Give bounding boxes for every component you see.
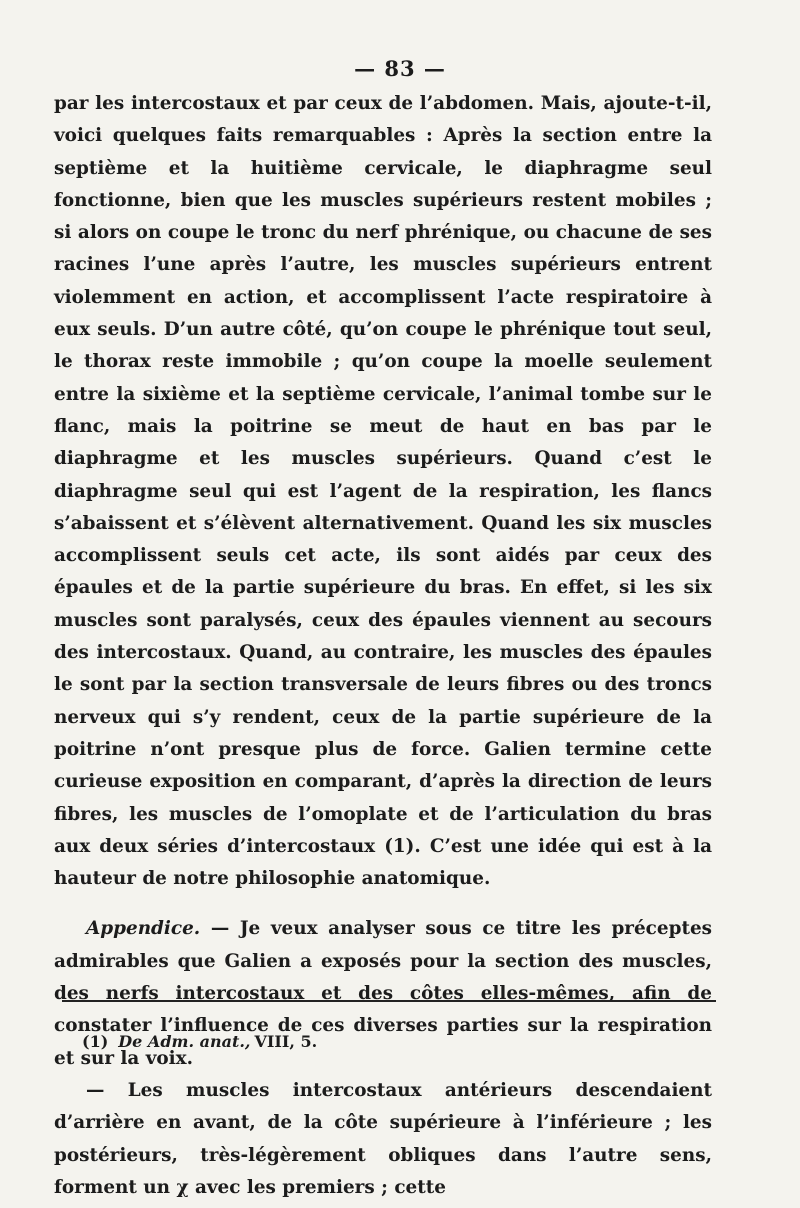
footnote	[82, 1032, 317, 1051]
page-number: — 83 —	[354, 56, 446, 81]
footnote-work-title: De Adm. anat.,	[118, 1032, 251, 1051]
footnote-divider	[62, 1000, 716, 1002]
footnote-reference: (1)	[82, 1032, 109, 1051]
appendice-text: — Je veux analyser sous ce titre les préceptes admirables que Galien a exposés pour la section des muscles, des nerfs intercostaux et des côtes elles-mêmes, afin de constater l’influence de ces diverses parties sur la respiration et sur la voix.	[54, 918, 712, 1069]
paragraph: — Les muscles intercostaux antérieurs descendaient d’arrière en avant, de la côte supérieure à l’inférieure ; les postérieurs, très-légèrement obliques dans l’autre sens, forment un χ avec les premiers ; cette	[54, 1079, 712, 1198]
appendice-heading: Appendice.	[86, 918, 201, 940]
footnote-location: VIII, 5.	[254, 1032, 318, 1051]
paragraph: par les intercostaux et par ceux de l’abdomen. Mais, ajoute-t-il, voici quelques faits remarquables : Après la section entre la septième et la huitième cervicale, le diaphragme seul fonctionne, bien que les muscles supérieurs restent mobiles ; si alors on coupe le tronc du nerf phrénique, ou chacune de ses racines l’une après l’autre, les muscles supérieurs entrent violemment en action, et accomplissent l’acte respiratoire à eux seuls. D’un autre côté, qu’on coupe le phrénique tout seul, le thorax reste immobile ; qu’on coupe la moelle seulement entre la sixième et la septième cervicale, l’animal tombe sur le flanc, mais la poitrine se meut de haut en bas par le diaphragme et les muscles supérieurs. Quand c’est le diaphragme seul qui est l’agent de la respiration, les flancs s’abaissent et s’élèvent alternativement. Quand les six muscles accomplissent seuls cet acte, ils sont aidés par ceux des épaules et de la partie supérieure du bras. En effet, si les six muscles sont paralysés, ceux des épaules viennent au secours des intercostaux. Quand, au contraire, les muscles des épaules le sont par la section transversale de leurs fibres ou des troncs nerveux qui s’y rendent, ceux de la partie supérieure de la poitrine n’ont presque plus de force. Galien termine cette curieuse exposition en comparant, d’après la direction de leurs fibres, les muscles de l’omoplate et de l’articulation du bras aux deux séries d’intercostaux (1). C’est une idée qui est à la hauteur de notre philosophie anatomique.	[54, 93, 712, 890]
